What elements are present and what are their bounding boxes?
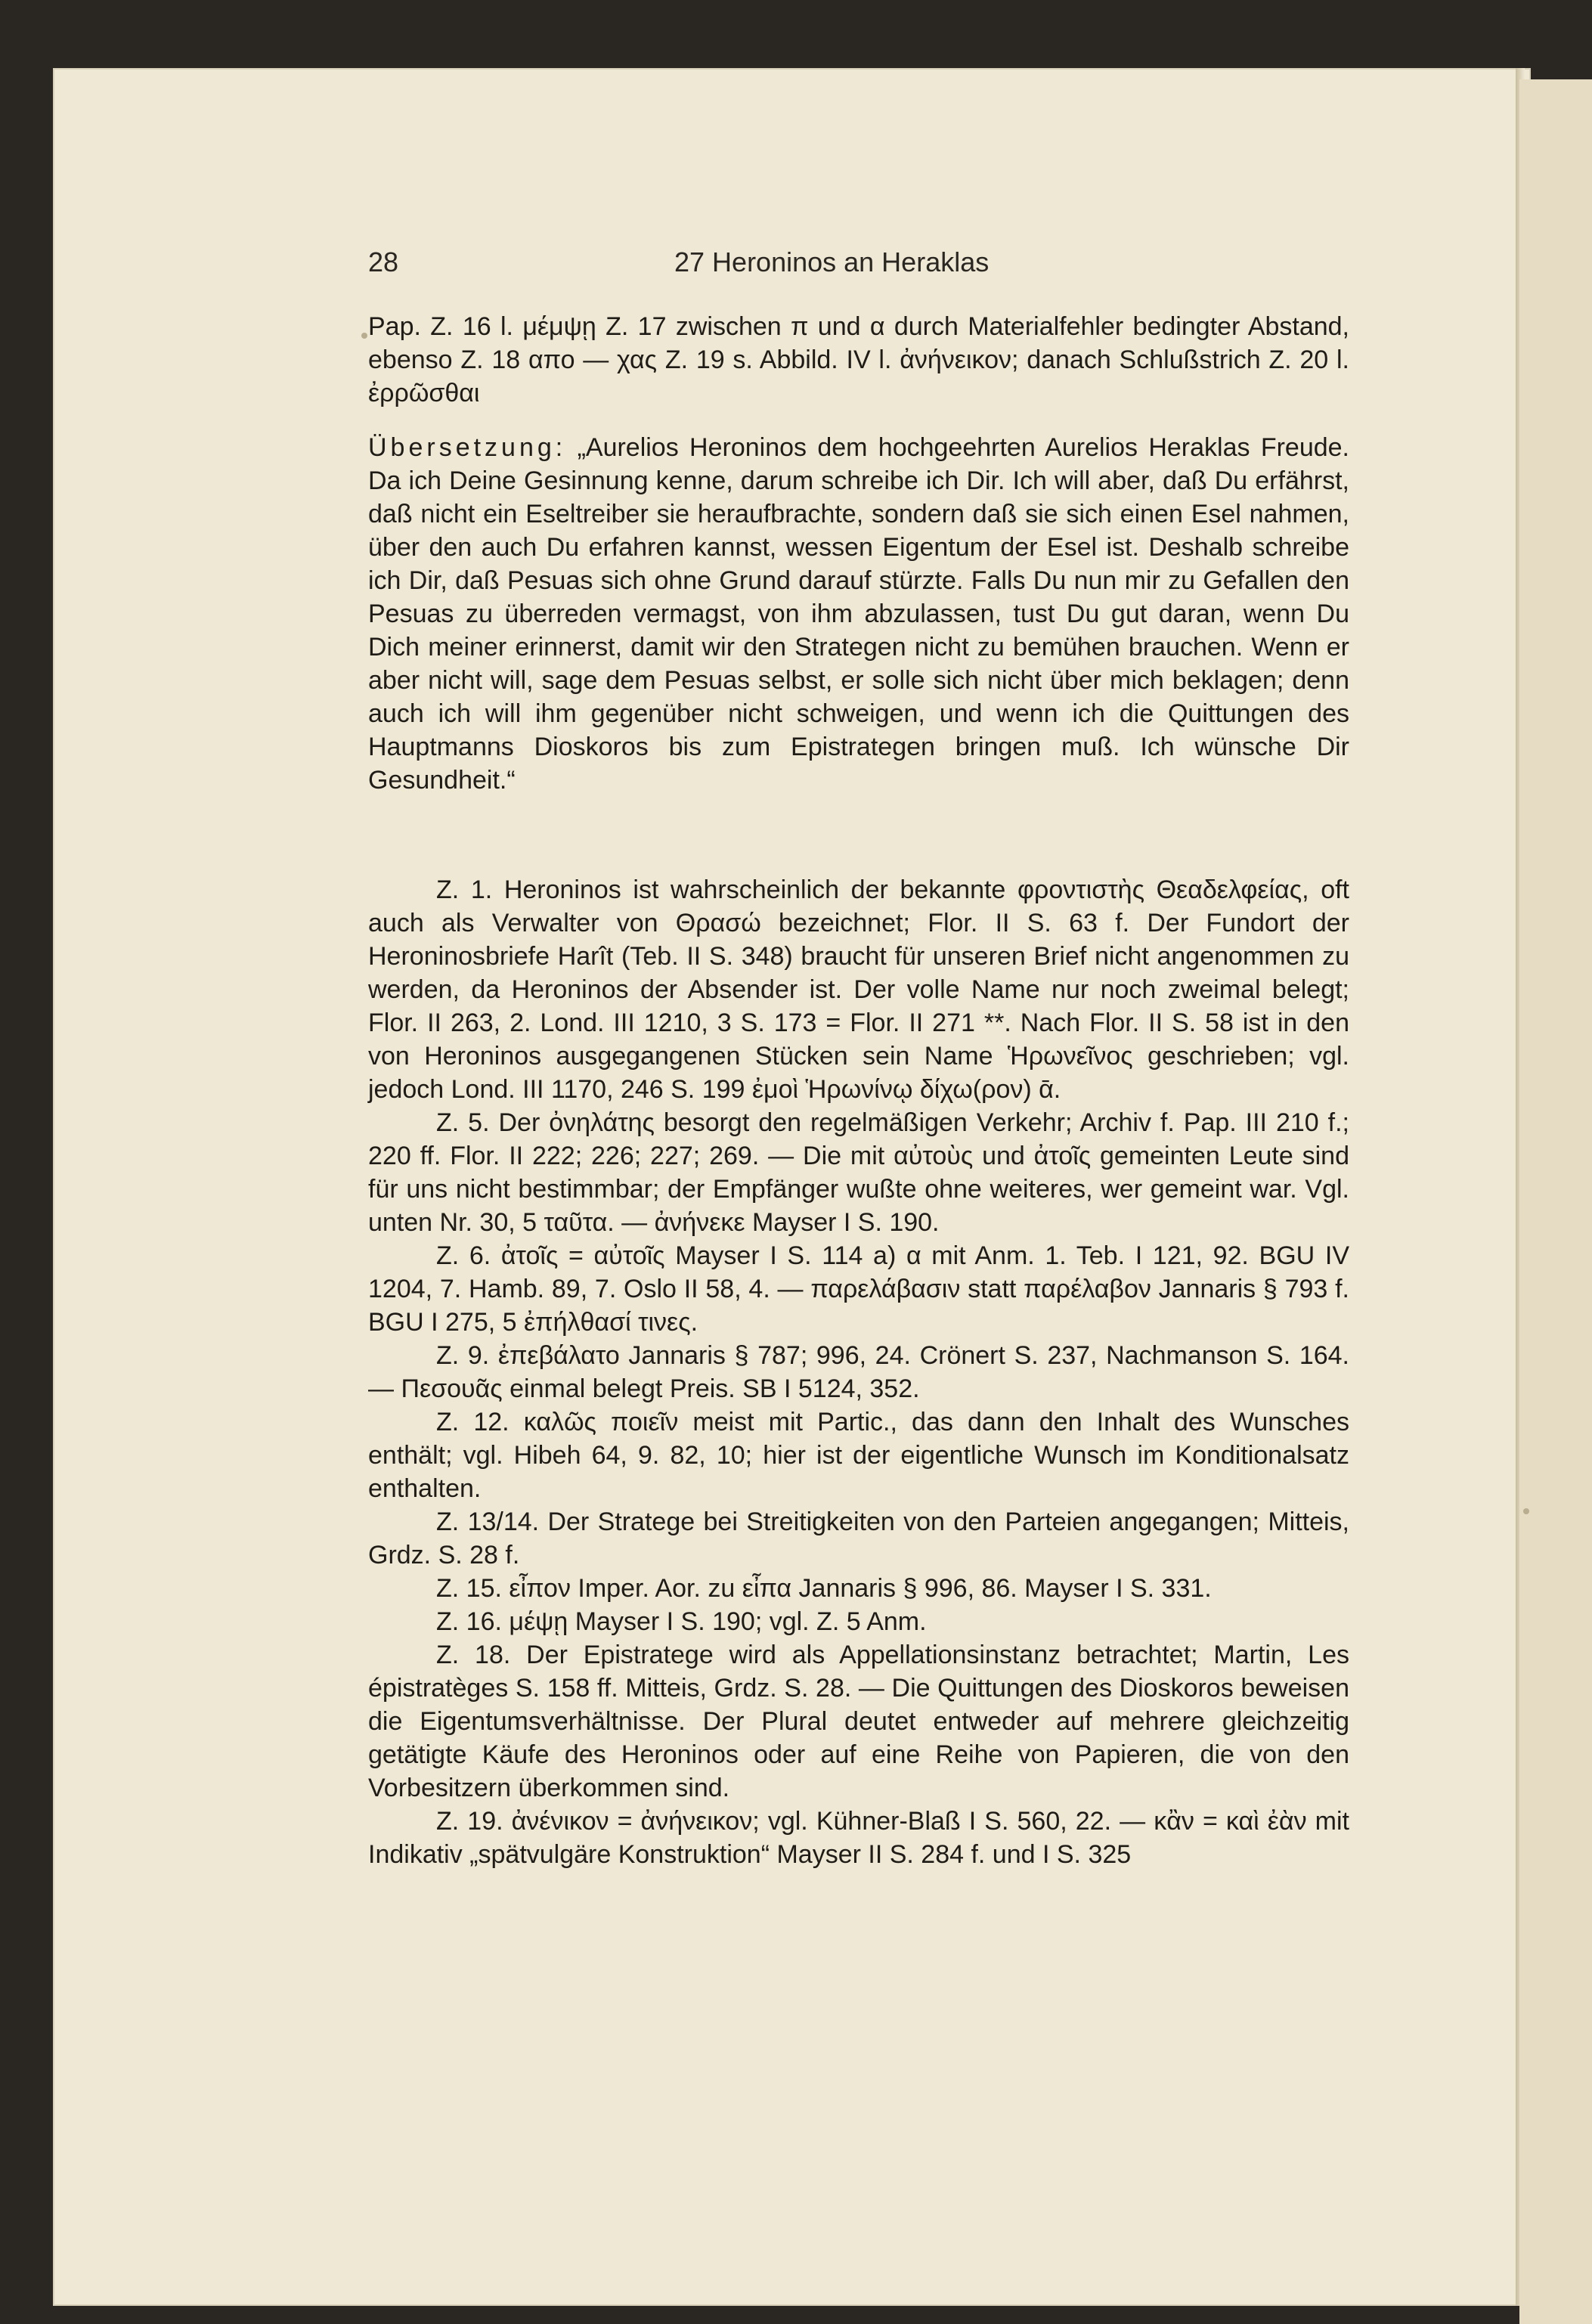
translation-block [368,431,1349,797]
commentary-note-z1: Z. 1. Heroninos ist wahrscheinlich der bekannte φροντιστὴς Θεαδελφείας, oft auch als Verwalter von Θρασώ bezeichnet; Flor. II S. 63 f. Der Fundort der Heroninosbriefe Harît (Teb. II S. 348) braucht für unseren Brief nicht angenommen zu werden, da Heroninos der Absender ist. Der volle Name nur noch zweimal belegt; Flor. II 263, 2. Lond. III 1210, 3 S. 173 = Flor. II 271 **. Nach Flor. II S. 58 ist in den von Heroninos ausgegangenen Stücken sein Name Ἡρωνεῖνος geschrieben; vgl. jedoch Lond. III 1170, 246 S. 199 ἐμοὶ Ἡρωνίνῳ δίχω(ρον) ᾱ. [368,875,1349,1104]
paper-speck [361,333,367,339]
commentary-note-z19: Z. 19. ἀνένικον = ἀνήνεικον; vgl. Kühner-Blaß I S. 560, 22. — κἂν = καὶ ἐὰν mit Indikativ „spätvulgäre Konstruktion“ Mayser II S. 284 f. und I S. 325 [368,1807,1349,1869]
commentary-note-z16: Z. 16. μέψῃ Mayser I S. 190; vgl. Z. 5 Anm. [436,1607,927,1636]
commentary-note-z18: Z. 18. Der Epistratege wird als Appellationsinstanz betrachtet; Martin, Les épistratèges S. 158 ff. Mitteis, Grdz. S. 28. — Die Quittungen des Dioskoros beweisen die Eigentumsverhältnisse. Der Plural deutet entweder auf mehrere gleichzeitig getätigte Käufe des Heroninos oder auf eine Reihe von Papieren, die von den Vorbesitzern überkommen sind. [368,1641,1349,1802]
commentary-note-z13-14: Z. 13/14. Der Stratege bei Streitigkeiten von den Parteien angegangen; Mitteis, Grdz. S. 28 f. [368,1508,1349,1569]
page-number: 28 [368,246,399,277]
commentary-note-z12: Z. 12. καλῶς ποιεῖν meist mit Partic., das dann den Inhalt des Wunsches enthält; vgl. Hibeh 64, 9. 82, 10; hier ist der eigentliche Wunsch im Konditionalsatz enthalten. [368,1408,1349,1503]
paper-speck [1523,1508,1529,1514]
commentary-note-z15: Z. 15. εἶπον Imper. Aor. zu εἶπα Jannaris § 996, 86. Mayser I S. 331. [436,1574,1212,1603]
translation-paragraph [368,431,1349,797]
apparatus-block [368,310,1349,410]
running-title: 27 Heroninos an Heraklas [674,246,990,277]
apparatus-note: Pap. Z. 16 l. μέμψῃ Z. 17 zwischen π und α durch Materialfehler bedingter Abstand, ebenso Z. 18 απο — χας Z. 19 s. Abbild. IV l. ἀνήνεικον; danach Schlußstrich Z. 20 l. ἐρρῶσθαι [368,312,1349,407]
next-page-edge [1519,79,1592,2324]
translation-text: „Aurelios Heroninos dem hochgeehrten Aurelios Heraklas Freude. Da ich Deine Gesinnung kenne, darum schreibe ich Dir. Ich will aber, daß Du erfährst, daß nicht ein Eseltreiber sie heraufbrachte, sondern daß sie sich einen Esel nahmen, über den auch Du erfahren kannst, wessen Eigentum der Esel ist. Deshalb schreibe ich Dir, daß Pesuas sich ohne Grund darauf stürzte. Falls Du nun mir zu Gefallen den Pesuas zu überreden vermagst, von ihm abzulassen, tust Du gut daran, wenn Du Dich meiner erinnerst, damit wir den Strategen nicht zu bemühen brauchen. Wenn er aber nicht will, sage dem Pesuas selbst, er solle sich nicht über mich beklagen; denn auch ich will ihm gegenüber nicht schweigen, und wenn ich die Quittungen des Hauptmanns Dioskoros bis zum Epistrategen bringen muß. Ich wünsche Dir Gesundheit.“ [368,433,1349,795]
commentary-note-z9: Z. 9. ἐπεβάλατο Jannaris § 787; 996, 24. Crönert S. 237, Nachmanson S. 164. — Πεσουᾶς einmal belegt Preis. SB I 5124, 352. [368,1341,1349,1403]
commentary-note-z6: Z. 6. ἀτοῖς = αὐτοῖς Mayser I S. 114 a) α mit Anm. 1. Teb. I 121, 92. BGU IV 1204, 7. Hamb. 89, 7. Oslo II 58, 4. — παρελάβασιν statt παρέλαβον Jannaris § 793 f. BGU I 275, 5 ἐπήλθασί τινες. [368,1241,1349,1337]
commentary-note-z5: Z. 5. Der ὀνηλάτης besorgt den regelmäßigen Verkehr; Archiv f. Pap. III 210 f.; 220 ff. Flor. II 222; 226; 227; 269. — Die mit αὐτοὺς und ἀτοῖς gemeinten Leute sind für uns nicht bestimmbar; der Empfänger wußte ohne weiteres, wer gemeint war. Vgl. unten Nr. 30, 5 ταῦτα. — ἀνήνεκε Mayser I S. 190. [368,1108,1349,1237]
commentary-block [368,873,1349,1871]
translation-label: Übersetzung: [368,433,567,462]
